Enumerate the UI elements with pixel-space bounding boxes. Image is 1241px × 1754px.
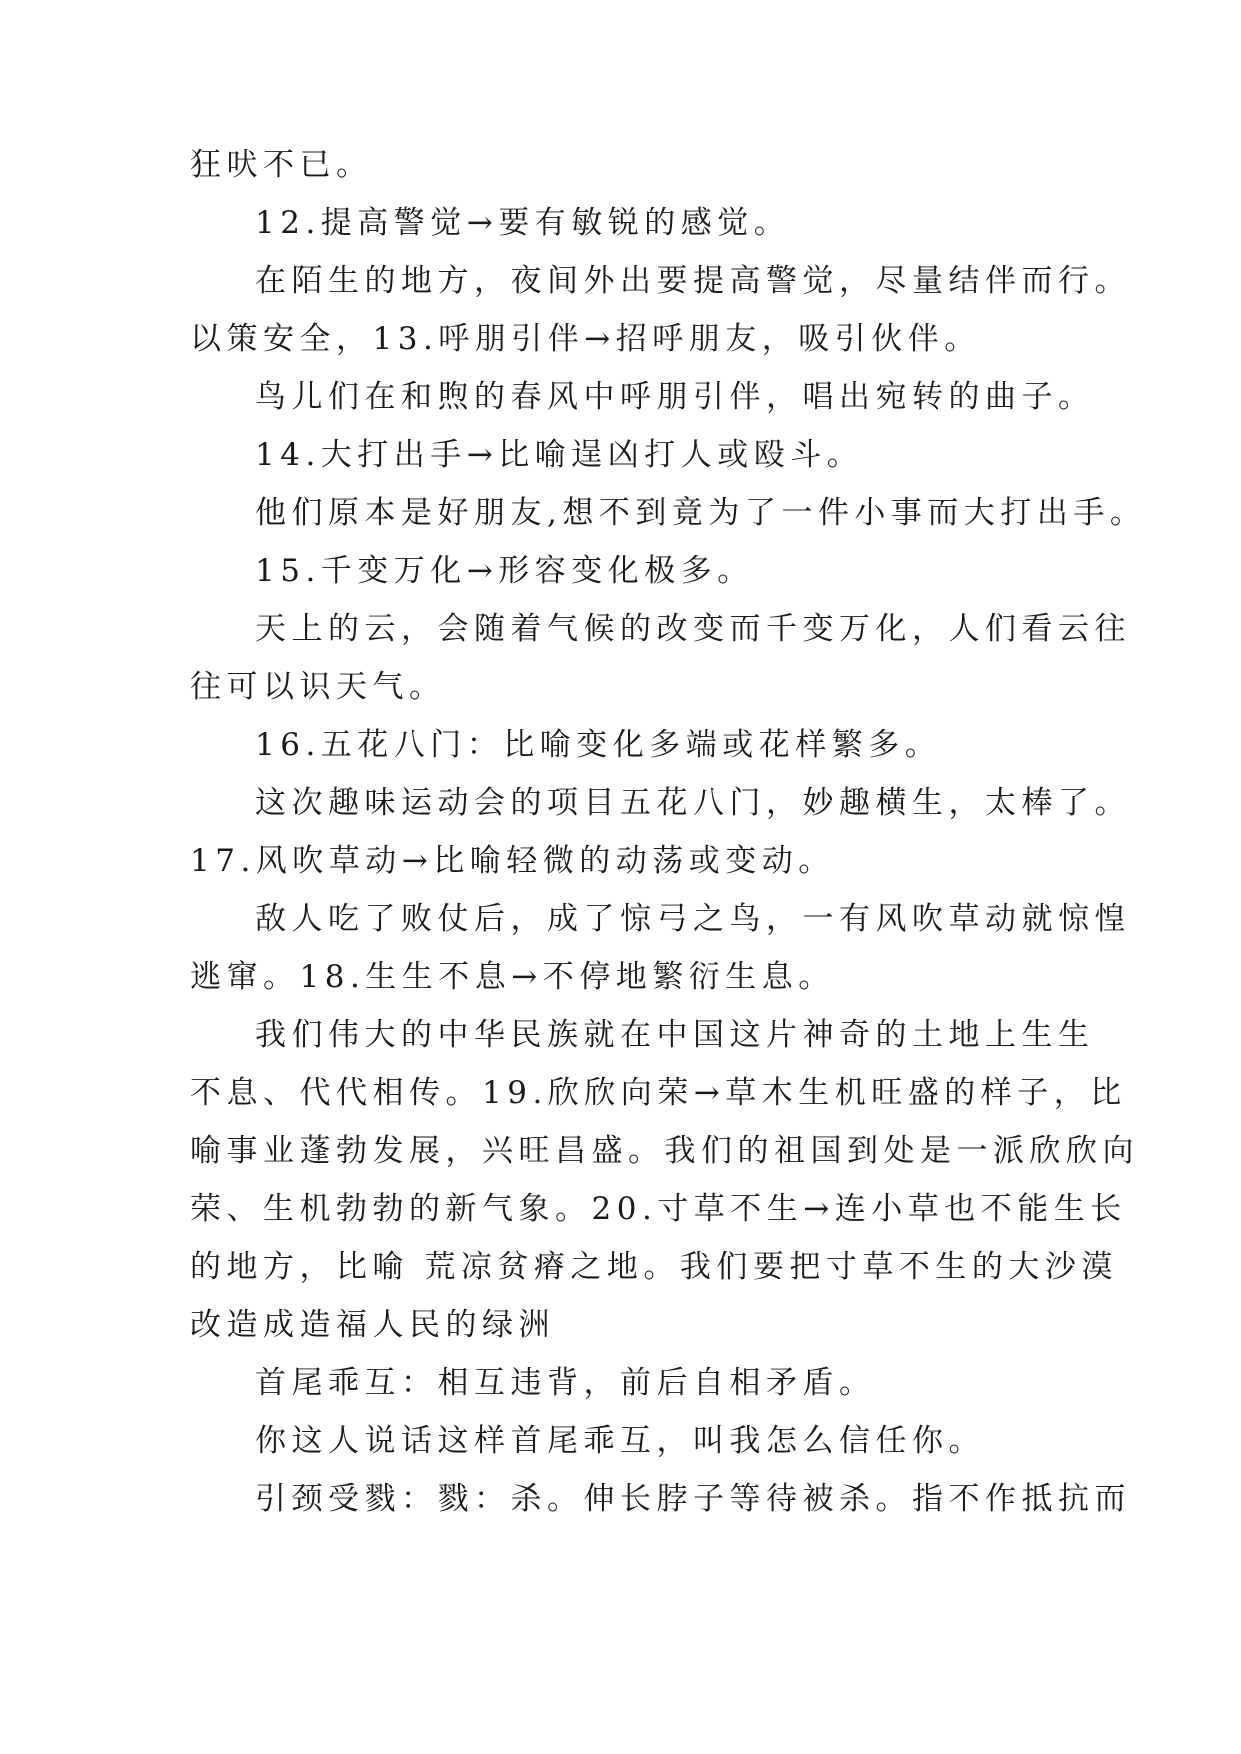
text-line: 这次趣味运动会的项目五花八门，妙趣横生，太棒了。 — [255, 785, 1131, 821]
text-line: 15.千变万化→形容变化极多。 — [255, 553, 754, 589]
text-line: 16.五花八门：比喻变化多端或花样繁多。 — [255, 727, 942, 763]
text-line: 往可以识天气。 — [190, 669, 446, 705]
text-line: 改造成造福人民的绿洲 — [190, 1307, 555, 1343]
text-line: 鸟儿们在和煦的春风中呼朋引伴，唱出宛转的曲子。 — [255, 379, 1095, 415]
text-line: 逃窜。18.生生不息→不停地繁衍生息。 — [190, 959, 835, 995]
text-line: 引颈受戮：戮：杀。伸长脖子等待被杀。指不作抵抗而 — [255, 1481, 1131, 1517]
text-line: 你这人说话这样首尾乖互，叫我怎么信任你。 — [255, 1423, 985, 1459]
text-line: 喻事业蓬勃发展，兴旺昌盛。我们的祖国到处是一派欣欣向 — [190, 1133, 1139, 1169]
text-line: 他们原本是好朋友,想不到竟为了一件小事而大打出手。 — [255, 495, 1147, 531]
text-line: 狂吠不已。 — [190, 147, 373, 183]
text-line: 在陌生的地方，夜间外出要提高警觉，尽量结伴而行。 — [255, 263, 1131, 299]
text-line: 首尾乖互：相互违背，前后自相矛盾。 — [255, 1365, 876, 1401]
text-line: 敌人吃了败仗后，成了惊弓之鸟，一有风吹草动就惊惶 — [255, 901, 1131, 937]
text-line: 的地方，比喻 荒凉贫瘠之地。我们要把寸草不生的大沙漠 — [190, 1249, 1118, 1285]
text-line: 天上的云，会随着气候的改变而千变万化，人们看云往 — [255, 611, 1131, 647]
text-line: 17.风吹草动→比喻轻微的动荡或变动。 — [190, 843, 835, 879]
text-line: 以策安全，13.呼朋引伴→招呼朋友，吸引伙伴。 — [190, 321, 981, 357]
text-line: 14.大打出手→比喻逞凶打人或殴斗。 — [255, 437, 864, 473]
text-line: 12.提高警觉→要有敏锐的感觉。 — [255, 205, 791, 241]
text-line: 我们伟大的中华民族就在中国这片神奇的土地上生生 — [255, 1017, 1095, 1053]
text-line: 不息、代代相传。19.欣欣向荣→草木生机旺盛的样子，比 — [190, 1075, 1127, 1111]
text-line: 荣、生机勃勃的新气象。20.寸草不生→连小草也不能生长 — [190, 1191, 1127, 1227]
